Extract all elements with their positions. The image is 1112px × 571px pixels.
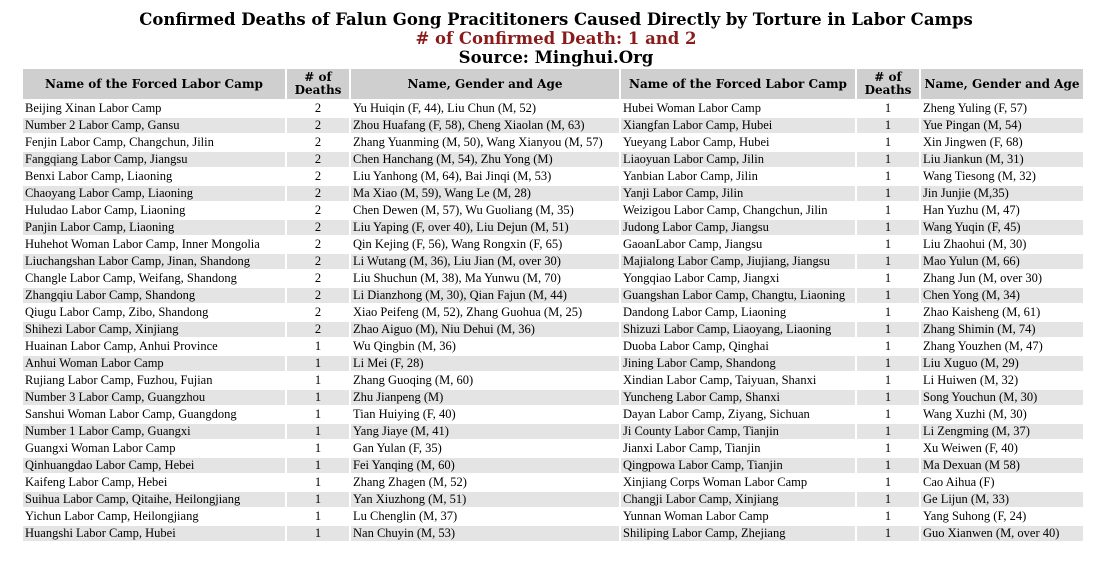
cell-victims: Chen Dewen (M, 57), Wu Guoliang (M, 35): [351, 203, 619, 218]
cell-camp: Jianxi Labor Camp, Tianjin: [621, 441, 855, 456]
cell-camp: Zhangqiu Labor Camp, Shandong: [23, 288, 285, 303]
cell-deaths: 1: [857, 424, 919, 439]
cell-deaths: 1: [287, 526, 349, 541]
cell-deaths: 1: [287, 492, 349, 507]
cell-deaths: 2: [287, 254, 349, 269]
cell-camp: Ji County Labor Camp, Tianjin: [621, 424, 855, 439]
table-row: [23, 407, 1083, 422]
cell-victims: Wang Tiesong (M, 32): [921, 169, 1083, 184]
column-header-camp: Name of the Forced Labor Camp: [23, 69, 285, 99]
cell-camp: Number 2 Labor Camp, Gansu: [23, 118, 285, 133]
table-row: [23, 305, 1083, 320]
cell-camp: Dandong Labor Camp, Liaoning: [621, 305, 855, 320]
cell-camp: Xindian Labor Camp, Taiyuan, Shanxi: [621, 373, 855, 388]
cell-victims: Zheng Yuling (F, 57): [921, 101, 1083, 116]
cell-deaths: 1: [857, 509, 919, 524]
table-row: [23, 390, 1083, 405]
cell-victims: Song Youchun (M, 30): [921, 390, 1083, 405]
table-row: [23, 186, 1083, 201]
cell-victims: Liu Yaping (F, over 40), Liu Dejun (M, 51): [351, 220, 619, 235]
cell-victims: Li Zengming (M, 37): [921, 424, 1083, 439]
cell-victims: Zhang Jun (M, over 30): [921, 271, 1083, 286]
table-header-row: [23, 69, 1083, 99]
cell-camp: Liuchangshan Labor Camp, Jinan, Shandong: [23, 254, 285, 269]
cell-victims: Jin Junjie (M,35): [921, 186, 1083, 201]
cell-deaths: 2: [287, 152, 349, 167]
cell-deaths: 1: [857, 152, 919, 167]
cell-camp: Guangshan Labor Camp, Changtu, Liaoning: [621, 288, 855, 303]
cell-deaths: 1: [857, 458, 919, 473]
cell-victims: Zhang Guoqing (M, 60): [351, 373, 619, 388]
cell-victims: Fei Yanqing (M, 60): [351, 458, 619, 473]
cell-victims: Yan Xiuzhong (M, 51): [351, 492, 619, 507]
cell-deaths: 2: [287, 271, 349, 286]
cell-camp: Yanbian Labor Camp, Jilin: [621, 169, 855, 184]
cell-deaths: 1: [287, 475, 349, 490]
cell-deaths: 1: [287, 339, 349, 354]
cell-deaths: 1: [287, 390, 349, 405]
cell-victims: Han Yuzhu (M, 47): [921, 203, 1083, 218]
cell-victims: Wang Xuzhi (M, 30): [921, 407, 1083, 422]
cell-victims: Nan Chuyin (M, 53): [351, 526, 619, 541]
cell-camp: Weizigou Labor Camp, Changchun, Jilin: [621, 203, 855, 218]
cell-victims: Xiao Peifeng (M, 52), Zhang Guohua (M, 25): [351, 305, 619, 320]
cell-camp: Huludao Labor Camp, Liaoning: [23, 203, 285, 218]
cell-deaths: 2: [287, 203, 349, 218]
cell-victims: Chen Yong (M, 34): [921, 288, 1083, 303]
table-body: [23, 101, 1083, 541]
table-row: [23, 373, 1083, 388]
cell-victims: Gan Yulan (F, 35): [351, 441, 619, 456]
cell-deaths: 1: [857, 339, 919, 354]
cell-camp: Qinhuangdao Labor Camp, Hebei: [23, 458, 285, 473]
table-row: [23, 424, 1083, 439]
cell-victims: Zhang Youzhen (M, 47): [921, 339, 1083, 354]
table-row: [23, 526, 1083, 541]
cell-camp: Huangshi Labor Camp, Hubei: [23, 526, 285, 541]
cell-deaths: 2: [287, 288, 349, 303]
cell-deaths: 2: [287, 101, 349, 116]
cell-victims: Liu Xuguo (M, 29): [921, 356, 1083, 371]
cell-camp: Yunnan Woman Labor Camp: [621, 509, 855, 524]
cell-victims: Li Huiwen (M, 32): [921, 373, 1083, 388]
cell-deaths: 1: [857, 441, 919, 456]
cell-camp: Yichun Labor Camp, Heilongjiang: [23, 509, 285, 524]
table-row: [23, 475, 1083, 490]
cell-victims: Ma Dexuan (M 58): [921, 458, 1083, 473]
cell-camp: Huainan Labor Camp, Anhui Province: [23, 339, 285, 354]
cell-deaths: 1: [857, 237, 919, 252]
cell-camp: Xiangfan Labor Camp, Hubei: [621, 118, 855, 133]
cell-camp: Suihua Labor Camp, Qitaihe, Heilongjiang: [23, 492, 285, 507]
cell-victims: Li Dianzhong (M, 30), Qian Fajun (M, 44): [351, 288, 619, 303]
cell-deaths: 1: [857, 135, 919, 150]
cell-deaths: 1: [857, 288, 919, 303]
cell-victims: Li Mei (F, 28): [351, 356, 619, 371]
table-row: [23, 169, 1083, 184]
cell-camp: Panjin Labor Camp, Liaoning: [23, 220, 285, 235]
cell-deaths: 1: [857, 169, 919, 184]
cell-victims: Wang Yuqin (F, 45): [921, 220, 1083, 235]
cell-camp: Yanji Labor Camp, Jilin: [621, 186, 855, 201]
cell-camp: Changji Labor Camp, Xinjiang: [621, 492, 855, 507]
table-row: [23, 254, 1083, 269]
cell-deaths: 2: [287, 169, 349, 184]
cell-victims: Xin Jingwen (F, 68): [921, 135, 1083, 150]
cell-victims: Yue Pingan (M, 54): [921, 118, 1083, 133]
cell-camp: Fangqiang Labor Camp, Jiangsu: [23, 152, 285, 167]
cell-deaths: 1: [857, 526, 919, 541]
cell-victims: Wu Qingbin (M, 36): [351, 339, 619, 354]
cell-camp: Kaifeng Labor Camp, Hebei: [23, 475, 285, 490]
cell-deaths: 1: [857, 271, 919, 286]
cell-victims: Zhang Shimin (M, 74): [921, 322, 1083, 337]
cell-deaths: 1: [287, 373, 349, 388]
table-row: [23, 152, 1083, 167]
cell-camp: Shizuzi Labor Camp, Liaoyang, Liaoning: [621, 322, 855, 337]
table-row: [23, 458, 1083, 473]
cell-deaths: 1: [857, 407, 919, 422]
cell-deaths: 2: [287, 186, 349, 201]
cell-deaths: 2: [287, 322, 349, 337]
cell-camp: Qiugu Labor Camp, Zibo, Shandong: [23, 305, 285, 320]
table-row: [23, 492, 1083, 507]
cell-deaths: 1: [857, 475, 919, 490]
cell-camp: Qingpowa Labor Camp, Tianjin: [621, 458, 855, 473]
cell-victims: Tian Huiying (F, 40): [351, 407, 619, 422]
table-row: [23, 220, 1083, 235]
table-row: [23, 118, 1083, 133]
cell-deaths: 1: [287, 458, 349, 473]
cell-deaths: 1: [287, 424, 349, 439]
cell-victims: Qin Kejing (F, 56), Wang Rongxin (F, 65): [351, 237, 619, 252]
cell-victims: Zhou Huafang (F, 58), Cheng Xiaolan (M, 63): [351, 118, 619, 133]
cell-camp: Changle Labor Camp, Weifang, Shandong: [23, 271, 285, 286]
cell-deaths: 1: [857, 356, 919, 371]
cell-camp: Anhui Woman Labor Camp: [23, 356, 285, 371]
cell-camp: Benxi Labor Camp, Liaoning: [23, 169, 285, 184]
table-row: [23, 441, 1083, 456]
cell-camp: Dayan Labor Camp, Ziyang, Sichuan: [621, 407, 855, 422]
cell-camp: Guangxi Woman Labor Camp: [23, 441, 285, 456]
cell-deaths: 1: [857, 186, 919, 201]
source-line: Source: Minghui.Org: [458, 48, 654, 67]
cell-victims: Ma Xiao (M, 59), Wang Le (M, 28): [351, 186, 619, 201]
cell-camp: Rujiang Labor Camp, Fuzhou, Fujian: [23, 373, 285, 388]
column-header-deaths: # of Deaths: [857, 69, 919, 99]
cell-deaths: 1: [857, 203, 919, 218]
cell-victims: Li Wutang (M, 36), Liu Jian (M, over 30): [351, 254, 619, 269]
cell-camp: GaoanLabor Camp, Jiangsu: [621, 237, 855, 252]
cell-victims: Cao Aihua (F): [921, 475, 1083, 490]
cell-camp: Majialong Labor Camp, Jiujiang, Jiangsu: [621, 254, 855, 269]
cell-victims: Zhao Aiguo (M), Niu Dehui (M, 36): [351, 322, 619, 337]
cell-deaths: 1: [857, 118, 919, 133]
cell-camp: Hubei Woman Labor Camp: [621, 101, 855, 116]
column-header-victims: Name, Gender and Age: [351, 69, 619, 99]
cell-victims: Liu Jiankun (M, 31): [921, 152, 1083, 167]
cell-deaths: 2: [287, 237, 349, 252]
column-header-camp: Name of the Forced Labor Camp: [621, 69, 855, 99]
table-row: [23, 101, 1083, 116]
table-row: [23, 203, 1083, 218]
cell-victims: Zhang Yuanming (M, 50), Wang Xianyou (M, 57): [351, 135, 619, 150]
cell-camp: Beijing Xinan Labor Camp: [23, 101, 285, 116]
cell-victims: Ge Lijun (M, 33): [921, 492, 1083, 507]
cell-camp: Shihezi Labor Camp, Xinjiang: [23, 322, 285, 337]
cell-victims: Liu Shuchun (M, 38), Ma Yunwu (M, 70): [351, 271, 619, 286]
page-title: Confirmed Deaths of Falun Gong Pracititoners Caused Directly by Torture in Labor Camps: [139, 10, 973, 29]
cell-camp: Chaoyang Labor Camp, Liaoning: [23, 186, 285, 201]
cell-camp: Shiliping Labor Camp, Zhejiang: [621, 526, 855, 541]
cell-victims: Yang Jiaye (M, 41): [351, 424, 619, 439]
cell-deaths: 2: [287, 135, 349, 150]
cell-deaths: 1: [857, 101, 919, 116]
cell-deaths: 1: [857, 254, 919, 269]
cell-victims: Chen Hanchang (M, 54), Zhu Yong (M): [351, 152, 619, 167]
cell-deaths: 1: [857, 390, 919, 405]
table-row: [23, 288, 1083, 303]
cell-deaths: 1: [857, 492, 919, 507]
cell-deaths: 1: [857, 373, 919, 388]
cell-deaths: 1: [857, 305, 919, 320]
cell-camp: Fenjin Labor Camp, Changchun, Jilin: [23, 135, 285, 150]
cell-camp: Number 3 Labor Camp, Guangzhou: [23, 390, 285, 405]
cell-camp: Sanshui Woman Labor Camp, Guangdong: [23, 407, 285, 422]
cell-victims: Liu Yanhong (M, 64), Bai Jinqi (M, 53): [351, 169, 619, 184]
cell-deaths: 2: [287, 220, 349, 235]
cell-camp: Yongqiao Labor Camp, Jiangxi: [621, 271, 855, 286]
page-subtitle: # of Confirmed Death: 1 and 2: [415, 29, 697, 48]
deaths-table: [21, 67, 1085, 543]
cell-camp: Liaoyuan Labor Camp, Jilin: [621, 152, 855, 167]
cell-camp: Number 1 Labor Camp, Guangxi: [23, 424, 285, 439]
cell-victims: Yu Huiqin (F, 44), Liu Chun (M, 52): [351, 101, 619, 116]
table-row: [23, 135, 1083, 150]
cell-camp: Xinjiang Corps Woman Labor Camp: [621, 475, 855, 490]
cell-victims: Xu Weiwen (F, 40): [921, 441, 1083, 456]
column-header-deaths: # of Deaths: [287, 69, 349, 99]
table-row: [23, 271, 1083, 286]
table-row: [23, 322, 1083, 337]
cell-camp: Huhehot Woman Labor Camp, Inner Mongolia: [23, 237, 285, 252]
report-header: [0, 0, 1112, 67]
cell-camp: Judong Labor Camp, Jiangsu: [621, 220, 855, 235]
table-row: [23, 237, 1083, 252]
cell-deaths: 2: [287, 118, 349, 133]
cell-victims: Zhao Kaisheng (M, 61): [921, 305, 1083, 320]
cell-victims: Yang Suhong (F, 24): [921, 509, 1083, 524]
table-row: [23, 339, 1083, 354]
table-row: [23, 356, 1083, 371]
cell-camp: Duoba Labor Camp, Qinghai: [621, 339, 855, 354]
cell-deaths: 1: [287, 441, 349, 456]
cell-deaths: 1: [857, 322, 919, 337]
cell-camp: Yueyang Labor Camp, Hubei: [621, 135, 855, 150]
cell-victims: Mao Yulun (M, 66): [921, 254, 1083, 269]
cell-victims: Zhu Jianpeng (M): [351, 390, 619, 405]
cell-camp: Yuncheng Labor Camp, Shanxi: [621, 390, 855, 405]
column-header-victims: Name, Gender and Age: [921, 69, 1083, 99]
cell-victims: Zhang Zhagen (M, 52): [351, 475, 619, 490]
cell-deaths: 2: [287, 305, 349, 320]
cell-camp: Jining Labor Camp, Shandong: [621, 356, 855, 371]
cell-victims: Lu Chenglin (M, 37): [351, 509, 619, 524]
cell-deaths: 1: [287, 407, 349, 422]
cell-victims: Guo Xianwen (M, over 40): [921, 526, 1083, 541]
cell-deaths: 1: [287, 509, 349, 524]
cell-deaths: 1: [857, 220, 919, 235]
cell-deaths: 1: [287, 356, 349, 371]
table-row: [23, 509, 1083, 524]
cell-victims: Liu Zhaohui (M, 30): [921, 237, 1083, 252]
